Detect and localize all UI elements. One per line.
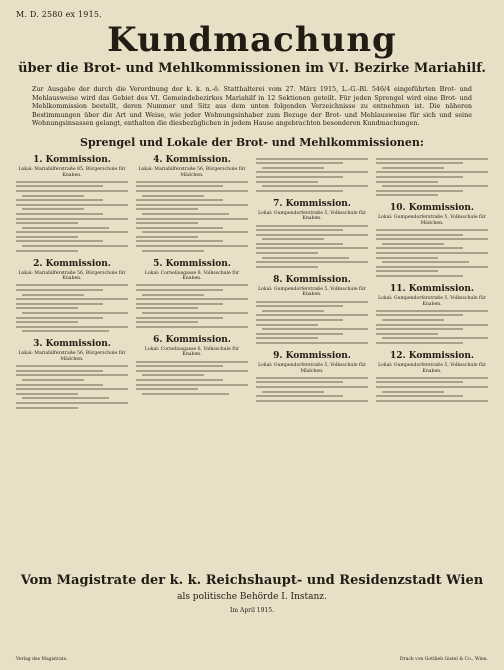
text-line (376, 162, 463, 164)
text-line (256, 333, 343, 335)
text-line (142, 294, 204, 296)
text-line (376, 270, 438, 272)
page-title: Kundmachung (107, 20, 397, 60)
text-line (136, 365, 223, 367)
section-heading: Sprengel und Lokale der Brot- und Mehlkommissionen: (80, 135, 424, 149)
commission-address: Lokal: Gumpendorferstraße 5, Volksschule für Knaben. (258, 286, 366, 298)
text-line (16, 388, 128, 390)
text-line (262, 238, 324, 240)
text-line (16, 307, 78, 309)
text-line (142, 393, 229, 395)
text-line (142, 231, 248, 233)
text-line (262, 391, 324, 393)
text-line (16, 199, 103, 201)
text-line (16, 213, 103, 215)
text-line (136, 303, 223, 305)
text-line (256, 190, 343, 192)
text-line (136, 384, 248, 386)
text-line (22, 195, 84, 197)
text-line (382, 391, 444, 393)
text-line (16, 240, 103, 242)
text-line (136, 185, 223, 187)
text-line (256, 337, 318, 339)
commission-address: Lokal: Gumpendorferstraße 5, Volksschule für Mädchen. (258, 362, 366, 374)
printer-note: Druck von Gottlieb Gistel & Co., Wien. (399, 657, 488, 662)
text-line (16, 321, 78, 323)
text-line (16, 393, 78, 395)
text-line (376, 176, 463, 178)
text-line (262, 185, 368, 187)
column-2 (136, 155, 248, 565)
commission-title: 7. Kommission. (273, 198, 351, 209)
text-line (136, 284, 248, 286)
text-line (136, 181, 248, 183)
text-line (376, 342, 463, 344)
text-line (256, 266, 318, 268)
commission-9 (256, 351, 368, 402)
text-line (256, 342, 368, 344)
commission-address: Lokal: Corneliusgasse 6, Volksschule für Knaben. (144, 346, 240, 358)
commission-8 (256, 275, 368, 344)
text-line (256, 171, 368, 173)
text-line (376, 234, 463, 236)
text-line (142, 213, 229, 215)
text-line (376, 328, 463, 330)
commission-11 (376, 284, 488, 344)
text-line (16, 317, 103, 319)
commission-address: Lokal: Gumpendorferstraße 5, Volksschule für Knaben. (378, 296, 486, 307)
text-line (376, 257, 438, 259)
commission-2 (16, 259, 128, 333)
text-line (136, 326, 248, 328)
text-line (16, 402, 128, 404)
text-line (256, 234, 368, 236)
text-line (136, 204, 248, 206)
text-line (16, 303, 103, 305)
text-line (376, 386, 488, 388)
text-line (22, 330, 109, 332)
text-line (256, 395, 343, 397)
text-line (376, 229, 488, 231)
publisher-note: Verlag des Magistrats. (16, 657, 68, 662)
text-line (136, 190, 248, 192)
text-line (256, 301, 368, 303)
text-line (22, 379, 84, 381)
commission-address: Lokal: Mariahilferstraße 56, Bürgerschule für Mädchen. (138, 166, 246, 178)
text-line (136, 218, 248, 220)
issue-date: Im April 1915. (230, 606, 274, 614)
text-line (16, 370, 103, 372)
column-4 (376, 155, 488, 565)
text-line (16, 374, 128, 376)
text-line (142, 195, 204, 197)
text-line (256, 162, 343, 164)
text-line (256, 314, 368, 316)
text-line (136, 289, 223, 291)
commission-5 (136, 259, 248, 328)
text-line (136, 321, 198, 323)
commission-9-continued (376, 158, 488, 197)
text-line (376, 381, 463, 383)
commission-7 (256, 199, 368, 268)
text-line (382, 319, 444, 321)
text-line (16, 407, 78, 409)
text-line (262, 310, 324, 312)
column-3 (256, 155, 368, 565)
text-line (376, 194, 438, 196)
commission-address: Lokal: Mariahilferstraße 56, Bürgerschule für Knaben. (18, 270, 126, 282)
text-line (376, 190, 463, 192)
text-line (256, 319, 343, 321)
text-line (376, 395, 463, 397)
text-line (376, 252, 488, 254)
commission-title: 6. Kommission. (153, 334, 231, 345)
reference-number: M. D. 2580 ex 1915. (16, 10, 102, 19)
text-line (256, 176, 343, 178)
text-line (256, 324, 318, 326)
text-line (22, 245, 128, 247)
text-line (136, 307, 198, 309)
text-line (256, 261, 368, 263)
text-line (376, 247, 463, 249)
text-line (256, 386, 368, 388)
commission-3 (16, 339, 128, 408)
text-line (16, 204, 128, 206)
text-line (16, 231, 128, 233)
text-line (22, 312, 128, 314)
text-line (136, 370, 248, 372)
page-subtitle: über die Brot- und Mehlkommissionen im VI. Bezirke Mariahilf. (18, 61, 486, 76)
text-line (376, 238, 488, 240)
commission-address: Lokal: Corneliusgasse 6, Volksschule für Knaben. (144, 270, 240, 282)
text-line (16, 289, 103, 291)
text-line (256, 247, 368, 249)
text-line (136, 199, 223, 201)
text-line (376, 324, 488, 326)
commission-address: Lokal: Mariahilferstraße 56, Bürgerschule für Mädchen. (18, 351, 126, 362)
text-line (256, 400, 368, 402)
text-line (136, 317, 223, 319)
text-line (376, 158, 488, 160)
text-line (382, 185, 488, 187)
text-line (376, 333, 438, 335)
text-line (22, 397, 109, 399)
text-line (16, 190, 128, 192)
commission-title: 12. Kommission. (389, 350, 475, 361)
commission-4 (136, 155, 248, 252)
text-line (16, 298, 128, 300)
text-line (256, 225, 368, 227)
text-line (382, 167, 444, 169)
text-line (16, 326, 128, 328)
commission-title: 3. Kommission. (33, 339, 111, 350)
text-line (256, 158, 368, 160)
authority-capacity: als politische Behörde I. Instanz. (177, 591, 327, 602)
text-line (136, 240, 223, 242)
text-line (16, 365, 128, 367)
commission-columns (16, 155, 488, 565)
text-line (136, 361, 248, 363)
text-line (382, 243, 444, 245)
text-line (376, 314, 463, 316)
text-line (22, 294, 84, 296)
intro-paragraph: Zur Ausgabe der durch die Verordnung der k. k. n.-ö. Statthalterei vom 27. März 1915, L.-G.-Bl. 546/4 eingeführten Brot- und Mehlausweise wird das Gebiet des VI. Gemeindebezirkes Mariahilf in 12 Sektionen geteilt. Für jeden Sprengel wird eine Brot- und Mehlkommission bestellt, deren Nummer und Sitz aus dem unten folgenden Verzeichnisse zu entnehmen ist. Die näheren Bestimmungen über die Art und Weise, wie jeder Wohnungsinhaber zum Bezuge der Brot- und Mehlausweise für sich und seine Wohnungsinsassen gelangt, enthalten die diesbezüglichen in jedem Hause angebrachten besonderen Kundmachungen. (32, 85, 472, 128)
commission-title: 4. Kommission. (153, 154, 231, 165)
text-line (376, 377, 488, 379)
text-line (16, 181, 128, 183)
commission-6 (136, 335, 248, 395)
text-line (136, 298, 248, 300)
text-line (136, 208, 198, 210)
commission-1 (16, 155, 128, 252)
text-line (382, 261, 469, 263)
text-line (136, 388, 198, 390)
text-line (256, 252, 318, 254)
commission-title: 8. Kommission. (273, 274, 351, 285)
commission-title: 11. Kommission. (389, 284, 475, 295)
text-line (262, 328, 368, 330)
text-line (16, 250, 78, 252)
text-line (22, 227, 109, 229)
commission-title: 9. Kommission. (273, 350, 351, 361)
commission-title: 1. Kommission. (33, 154, 111, 165)
text-line (142, 250, 204, 252)
commission-address: Lokal: Mariahilferstraße 85, Bürgerschule für Knaben. (18, 166, 126, 178)
text-line (142, 374, 204, 376)
text-line (376, 171, 488, 173)
text-line (136, 245, 248, 247)
text-line (382, 337, 488, 339)
commission-12 (376, 351, 488, 402)
text-line (136, 222, 198, 224)
text-line (256, 305, 343, 307)
text-line (376, 181, 438, 183)
text-line (16, 384, 103, 386)
text-line (262, 257, 349, 259)
text-line (376, 400, 488, 402)
commission-address: Lokal: Gumpendorferstraße 5, Volksschule für Mädchen. (378, 215, 486, 226)
commission-address: Lokal: Gumpendorferstraße 5, Volksschule für Knaben. (378, 362, 486, 374)
text-line (256, 229, 343, 231)
commission-title: 5. Kommission. (153, 258, 231, 269)
text-line (16, 284, 128, 286)
text-line (136, 227, 223, 229)
commission-10 (376, 203, 488, 277)
commission-title: 10. Kommission. (389, 203, 475, 214)
text-line (376, 310, 488, 312)
column-1 (16, 155, 128, 565)
text-line (256, 181, 318, 183)
commission-6-continued (256, 158, 368, 192)
text-line (256, 377, 368, 379)
text-line (16, 218, 128, 220)
commission-title: 2. Kommission. (33, 258, 111, 269)
text-line (262, 167, 324, 169)
text-line (16, 222, 78, 224)
text-line (142, 312, 248, 314)
text-line (376, 275, 463, 277)
text-line (376, 266, 488, 268)
text-line (22, 208, 84, 210)
text-line (16, 185, 103, 187)
text-line (256, 381, 343, 383)
text-line (136, 379, 223, 381)
text-line (256, 243, 343, 245)
issuing-authority: Vom Magistrate der k. k. Reichshaupt- und Residenzstadt Wien (20, 572, 484, 588)
text-line (136, 236, 198, 238)
commission-address: Lokal: Gumpendorferstraße 5, Volksschule für Knaben. (258, 210, 366, 222)
text-line (16, 236, 78, 238)
